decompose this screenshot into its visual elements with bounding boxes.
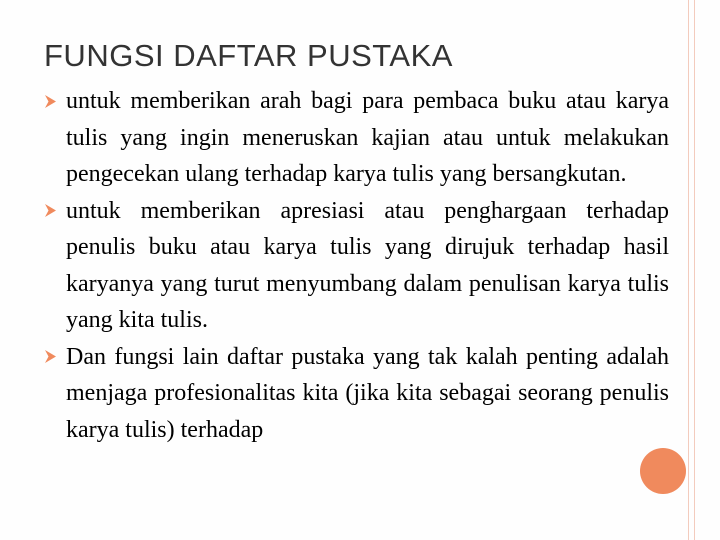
bullet-text: untuk memberikan arah bagi para pembaca buku atau karya tulis yang ingin meneruskan kajian atau untuk melakukan pengecekan ulang terhadap karya tulis yang bersangkutan. xyxy=(66,88,669,187)
bullet-text: untuk memberikan apresiasi atau penghargaan terhadap penulis buku atau karya tulis yang dirujuk terhadap hasil karyanya yang turut menyumbang dalam penulisan karya tulis yang kita tulis. xyxy=(66,197,669,333)
bullet-item xyxy=(43,193,669,339)
bullet-item xyxy=(43,83,669,193)
bullet-list xyxy=(43,83,669,448)
slide-title: FUNGSI DAFTAR PUSTAKA xyxy=(44,38,453,73)
decorative-rule-left xyxy=(688,0,689,540)
decorative-rule-right xyxy=(694,0,695,540)
bullet-text: Dan fungsi lain daftar pustaka yang tak kalah penting adalah menjaga profesionalitas kita (jika kita sebagai seorang penulis karya tulis) terhadap xyxy=(66,343,669,443)
decorative-circle xyxy=(640,448,686,494)
arrow-bullet-icon xyxy=(43,339,58,376)
arrow-bullet-icon xyxy=(43,193,58,230)
bullet-item xyxy=(43,339,669,449)
arrow-bullet-icon xyxy=(43,83,58,120)
